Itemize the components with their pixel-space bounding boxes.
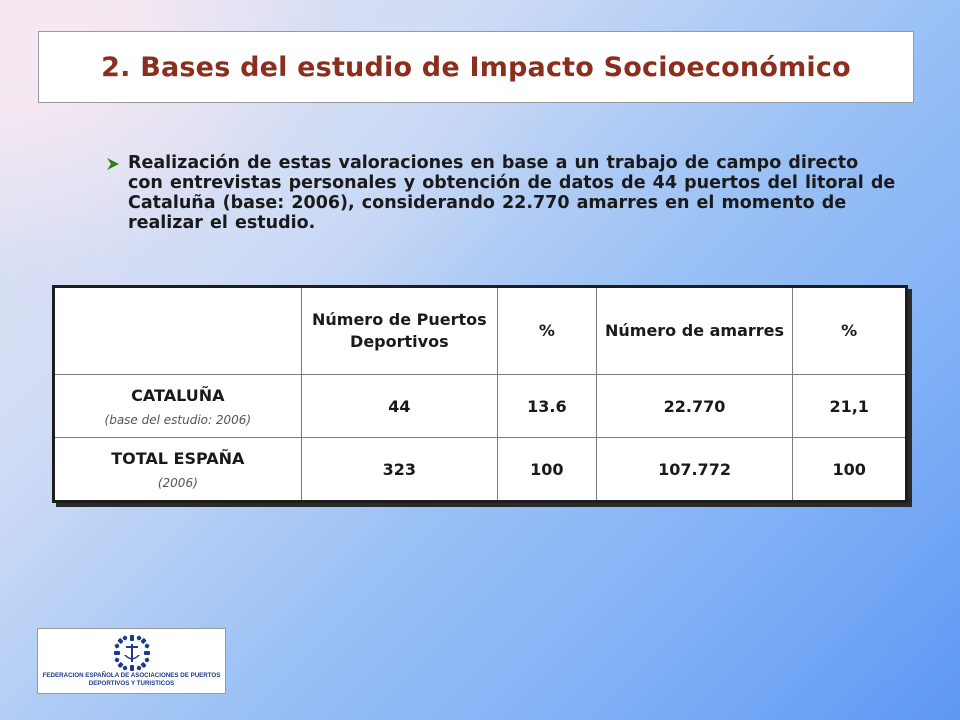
bullet-point <box>106 153 896 233</box>
table-row <box>54 375 907 438</box>
header-pct-amarres: % <box>793 287 907 375</box>
region-note: (base del estudio: 2006) <box>104 413 252 427</box>
pct-amarres-cell: 100 <box>793 438 907 502</box>
logo-text-line1: FEDERACION ESPAÑOLA DE ASOCIACIONES DE PUERTOS <box>42 672 221 679</box>
region-name: CATALUÑA <box>131 386 225 405</box>
federation-emblem-icon <box>112 633 152 673</box>
amarres-cell: 22.770 <box>596 375 793 438</box>
puertos-cell: 44 <box>301 375 497 438</box>
amarres-cell: 107.772 <box>596 438 793 502</box>
logo-text-line2: DEPORTIVOS Y TURISTICOS <box>88 680 175 687</box>
header-empty <box>54 287 302 375</box>
title-box <box>38 31 914 103</box>
region-note: (2006) <box>157 476 198 490</box>
federation-logo <box>37 628 226 694</box>
pct-puertos-cell: 100 <box>498 438 597 502</box>
region-cell <box>54 438 302 502</box>
table-header-row <box>54 287 907 375</box>
pct-puertos-cell: 13.6 <box>498 375 597 438</box>
arrow-bullet-icon <box>106 156 128 175</box>
ports-table <box>52 285 908 503</box>
bullet-text: Realización de estas valoraciones en base a un trabajo de campo directo con entrevistas personales y obtención de datos de 44 puertos del litoral de Cataluña (base: 2006), considerando 22.770 amarres en el momento de realizar el estudio. <box>128 153 896 233</box>
logo-text <box>38 672 225 688</box>
pct-amarres-cell: 21,1 <box>793 375 907 438</box>
puertos-cell: 323 <box>301 438 497 502</box>
header-num-amarres: Número de amarres <box>596 287 793 375</box>
header-num-puertos: Número de Puertos Deportivos <box>301 287 497 375</box>
table-row <box>54 438 907 502</box>
region-cell <box>54 375 302 438</box>
header-pct-puertos: % <box>498 287 597 375</box>
region-name: TOTAL ESPAÑA <box>111 449 245 468</box>
slide-title: 2. Bases del estudio de Impacto Socioeconómico <box>101 51 851 83</box>
